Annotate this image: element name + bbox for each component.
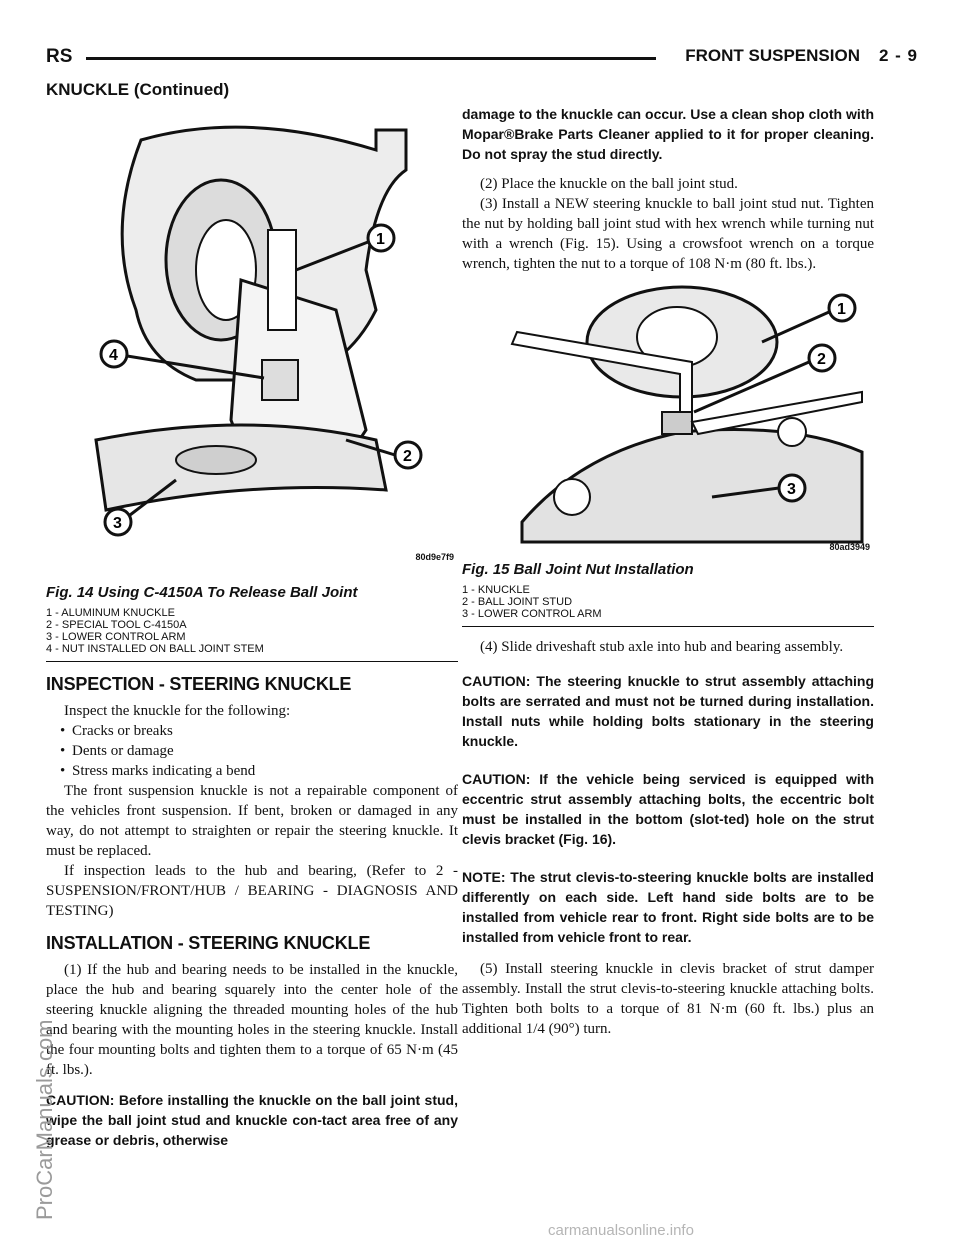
bullet-item: • Dents or damage	[60, 743, 174, 759]
fig14-legend	[46, 607, 458, 655]
fig15-callout-3: 3	[787, 481, 796, 498]
figure-14	[46, 110, 458, 662]
figure-15	[462, 282, 874, 627]
ball-joint-nut-illustration	[462, 282, 874, 557]
fig14-legend-item: 4 - NUT INSTALLED ON BALL JOINT STEM	[46, 643, 264, 655]
caution-ball-joint: CAUTION: Before installing the knuckle on the ball joint stud, wipe the ball joint stud and knuckle con-tact area free of any grease or debris, otherwise	[46, 1092, 458, 1148]
fig14-rule	[46, 661, 458, 662]
fig15-caption: Fig. 15 Ball Joint Nut Installation	[462, 561, 694, 578]
inspection-intro: Inspect the knuckle for the following:	[64, 703, 291, 719]
header-rule	[86, 57, 656, 60]
fig14-callout-2: 2	[403, 448, 412, 465]
fig15-code: 80ad3949	[829, 542, 870, 552]
fig14-callout-3: 3	[113, 515, 122, 532]
fig15-legend-item: 2 - BALL JOINT STUD	[462, 596, 573, 608]
installation-heading: INSTALLATION - STEERING KNUCKLE	[46, 933, 371, 953]
inspection-reference: If inspection leads to the hub and bearing, (Refer to 2 - SUSPENSION/FRONT/HUB / BEARING - DIAGNOSIS AND TESTING)	[46, 863, 458, 919]
fig14-callout-1: 1	[376, 231, 385, 248]
fig14-legend-item: 3 - LOWER CONTROL ARM	[46, 631, 186, 643]
left-column	[46, 110, 458, 1160]
section-title: FRONT SUSPENSION	[685, 46, 860, 65]
fig15-rule	[462, 626, 874, 627]
page-number: 2 - 9	[878, 46, 918, 65]
caution-serrated-bolts: CAUTION: The steering knuckle to strut assembly attaching bolts are serrated and must not be turned during installation. Install nuts while holding bolts stationary in the steering knuckle.	[462, 673, 874, 749]
ball-joint-release-illustration	[46, 110, 458, 580]
installation-step-4: (4) Slide driveshaft stub axle into hub and bearing assembly.	[480, 639, 844, 655]
fig14-caption: Fig. 14 Using C-4150A To Release Ball Joint	[46, 584, 358, 601]
fig14-code: 80d9e7f9	[415, 552, 454, 562]
inspection-paragraph: The front suspension knuckle is not a repairable component of the vehicles front suspension. If bent, broken or damaged in any way, do not attempt to straighten or repair the steering knuckle. It must be replaced.	[46, 783, 458, 859]
bullet-item: • Stress marks indicating a bend	[60, 763, 256, 779]
bottom-watermark: carmanualsonline.info	[548, 1222, 694, 1239]
fig15-callout-1: 1	[837, 301, 846, 318]
installation-step-3: (3) Install a NEW steering knuckle to ball joint stud nut. Tighten the nut by holding ball joint stud with hex wrench while turning nut with a wrench (Fig. 15). Using a crowsfoot wrench on a torque wrench, tighten the nut to a torque of 108 N·m (80 ft. lbs.).	[462, 196, 874, 272]
fig14-legend-item: 1 - ALUMINUM KNUCKLE	[46, 607, 175, 619]
side-watermark-text: ProCarManuals.com	[32, 1019, 57, 1220]
note-bolt-direction: NOTE: The strut clevis-to-steering knuckle bolts are installed differently on each side. Left hand side bolts are to be installed from vehicle rear to front. Right side bolts are to be installed from vehicle front to rear.	[462, 869, 874, 945]
fig15-legend	[462, 584, 874, 620]
right-column	[462, 104, 874, 1039]
fig15-legend-item: 3 - LOWER CONTROL ARM	[462, 608, 602, 620]
fig14-legend-item: 2 - SPECIAL TOOL C-4150A	[46, 619, 187, 631]
fig14-callout-4: 4	[109, 347, 118, 364]
installation-step-2: (2) Place the knuckle on the ball joint stud.	[480, 176, 738, 192]
bullet-item: • Cracks or breaks	[60, 723, 173, 739]
caution-ball-joint-continued: damage to the knuckle can occur. Use a clean shop cloth with Mopar®Brake Parts Cleaner applied to it for proper cleaning. Do not spray the stud directly.	[462, 106, 874, 162]
inspection-heading: INSPECTION - STEERING KNUCKLE	[46, 674, 352, 694]
page-header	[46, 40, 918, 70]
installation-step-5: (5) Install steering knuckle in clevis bracket of strut damper assembly. Install the strut clevis-to-steering knuckle attaching bolts. Tighten both bolts to a torque of 81 N·m (60 ft. lbs.) plus an additional 1/4 (90°) turn.	[462, 961, 874, 1037]
caution-eccentric-bolts: CAUTION: If the vehicle being serviced is equipped with eccentric strut assembly attaching bolts, the eccentric bolt must be installed in the bottom (slot-ted) hole on the strut clevis bracket (Fig. 16).	[462, 771, 874, 847]
continued-heading: KNUCKLE (Continued)	[46, 80, 230, 99]
installation-step-1: (1) If the hub and bearing needs to be installed in the knuckle, place the hub and bearing squarely into the center hole of the steering knuckle aligning the threaded mounting holes of the hub and bearing with the mounting holes in the steering knuckle. Install the four mounting bolts and tighten them to a torque of 65 N·m (45 ft. lbs.).	[46, 962, 458, 1078]
fig15-legend-item: 1 - KNUCKLE	[462, 584, 530, 596]
side-watermark	[0, 520, 60, 1240]
fig15-callout-2: 2	[817, 351, 826, 368]
section-code: RS	[46, 46, 73, 67]
